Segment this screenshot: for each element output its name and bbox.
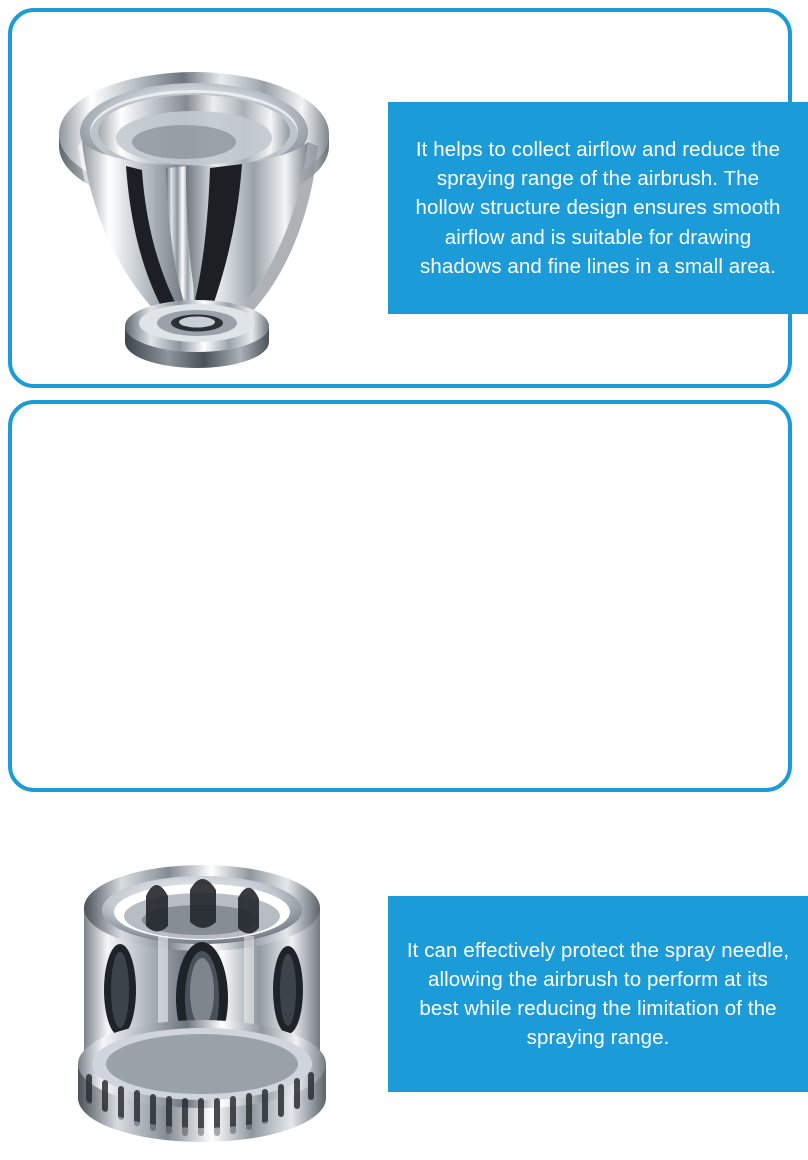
caption-block-top [388, 102, 808, 314]
caption-text-top: It helps to collect airflow and reduce the spraying range of the airbrush. The hollow structure design ensures smooth airflow and is suitable for drawing shadows and fine lines in a small area. [415, 138, 781, 278]
product-photo-needle-cap [42, 840, 362, 1160]
panel-top [8, 8, 792, 388]
product-photo-crown-cap [34, 42, 374, 372]
caption-block-bottom [388, 896, 808, 1092]
panel-bottom [8, 400, 792, 1050]
caption-text-bottom: It can effectively protect the spray needle, allowing the airbrush to perform at its best while reducing the limitation of the spraying range. [406, 938, 790, 1050]
